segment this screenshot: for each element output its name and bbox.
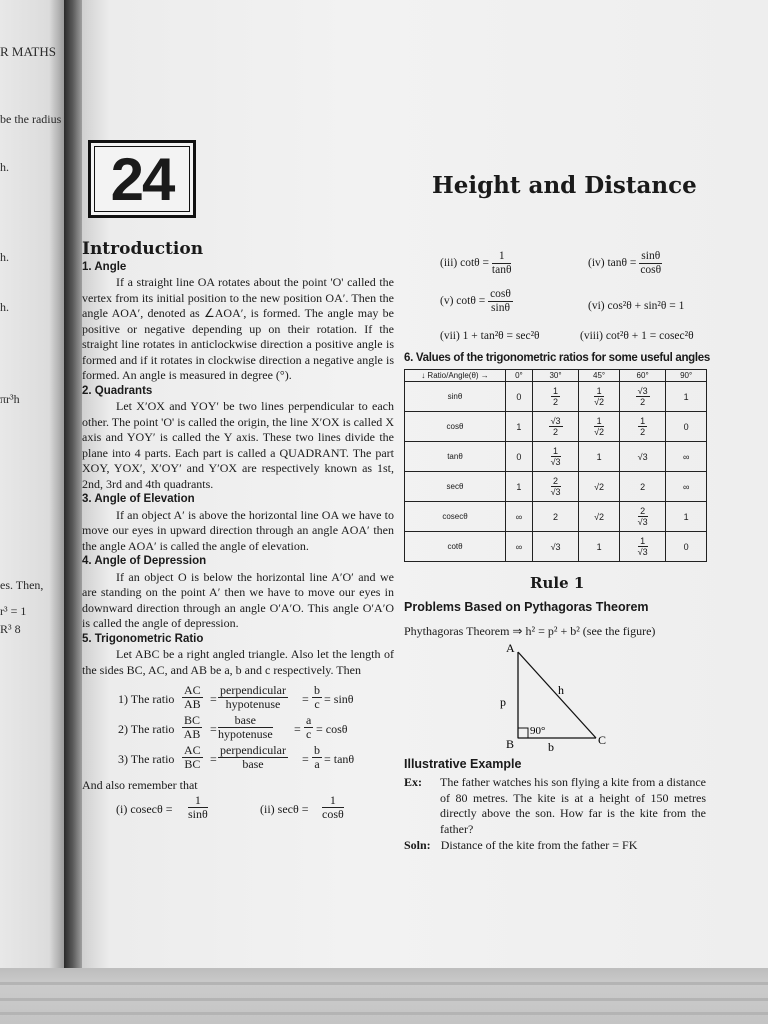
table-cell: ∞	[666, 472, 707, 502]
identity-viii: (viii) cot²θ + 1 = cosec²θ	[580, 330, 694, 342]
identity-vi: (vi) cos²θ + sin²θ = 1	[588, 300, 685, 312]
solution-text: Distance of the kite from the father = FK	[440, 838, 638, 852]
fraction-value: $\frac{2}{√3}$	[637, 506, 648, 527]
table-cell: √2	[579, 502, 620, 532]
chapter-number: 24	[94, 146, 190, 212]
left-page-fragment: h.	[0, 300, 9, 314]
illustrative-example-heading: Illustrative Example	[404, 757, 522, 771]
table-cell: ∞	[666, 442, 707, 472]
rule-subtitle: Problems Based on Pythagoras Theorem	[404, 600, 649, 614]
table-cell: √3	[619, 442, 665, 472]
fraction-value: $\frac{√3}{2}$	[637, 386, 648, 407]
table-cell: √3	[532, 532, 578, 562]
fraction-value: $\frac{1}{√3}$	[550, 446, 561, 467]
table-row	[405, 472, 707, 502]
right-angle-label: 90°	[530, 725, 546, 737]
table-row	[405, 382, 707, 412]
identity-iv: (iv) tanθ = $\frac{\sin\theta}{\cos\theta}$	[588, 250, 662, 276]
table-cell: 1	[579, 442, 620, 472]
table-cell: 1	[666, 502, 707, 532]
pythagoras-theorem: Phythagoras Theorem ⇒ h² = p² + b² (see the figure)	[404, 624, 656, 638]
table-cell: ∞	[506, 532, 533, 562]
table-row-label: tanθ	[405, 442, 506, 472]
left-page-fragment: es. Then,	[0, 578, 44, 592]
left-page-fragment: be the radius	[0, 112, 62, 126]
table-cell	[619, 532, 665, 562]
table-cell: 1	[506, 472, 533, 502]
table-header-cell: 0°	[506, 370, 533, 382]
paragraph-depression: If an object O is below the horizontal line A′O′ and we are standing on the point A′ then we have to move our eyes in downward direction through an angle O′A′O. This angle O′A′O is called the angle of depression.	[82, 569, 394, 630]
table-cell: 0	[506, 382, 533, 412]
subheading-quadrants: 2. Quadrants	[82, 384, 153, 397]
solution-line	[404, 838, 637, 853]
vertex-label-c: C	[598, 733, 607, 747]
solution-label: Soln:	[404, 838, 431, 852]
table-header-row	[405, 370, 707, 382]
chapter-title: Height and Distance	[432, 172, 697, 199]
table-cell	[619, 502, 665, 532]
introduction-section	[82, 239, 394, 826]
left-page-fragment: R³ 8	[0, 622, 21, 636]
adjacent-page	[0, 0, 70, 970]
table-cell	[532, 382, 578, 412]
table-row-label: secθ	[405, 472, 506, 502]
table-row	[405, 442, 707, 472]
ratio-tan: 3) The ratio $\frac{AC}{BC}$ = perpendicular base = $\frac{b}{a}$ = tanθ	[118, 743, 355, 771]
table-cell	[619, 382, 665, 412]
ratio-cos: 2) The ratio $\frac{BC}{AB}$ = base hypotenuse = $\frac{a}{c}$ = cosθ	[118, 713, 348, 741]
ratio-sin: 1) The ratio $\frac{AC}{AB}$ = perpendicular hypotenuse = $\frac{b}{c}$ = sinθ	[118, 683, 354, 711]
remember-line: And also remember that	[82, 778, 198, 792]
chapter-number-box	[88, 140, 196, 218]
fraction-value: $\frac{1}{√2}$	[594, 386, 605, 407]
table-cell: 0	[666, 412, 707, 442]
table-header-cell: 60°	[619, 370, 665, 382]
subheading-depression: 4. Angle of Depression	[82, 555, 207, 567]
left-page-fragment: h.	[0, 250, 9, 264]
table-cell: 0	[666, 532, 707, 562]
rule-title: Rule 1	[530, 574, 585, 592]
table-cell	[579, 382, 620, 412]
side-label-h: h	[558, 683, 564, 697]
example-text: The father watches his son flying a kite from a distance of 80 metres. The kite is at a height of 150 metres directly above the son. How far is the kite from the father?	[440, 775, 706, 836]
paragraph-quadrants: Let X′OX and YOY′ be two lines perpendicular to each other. The point 'O' is called the origin, the line X′OX is called X axis and YOY′ is called the Y axis. These two lines divide the plane into 4 parts. Each part is called a QUADRANT. The part XOY, YOX′, X′OY′ and Y′OX are respectively known as 1st, 2nd, 3rd and 4th quadrants.	[82, 399, 394, 491]
section-heading: Introduction	[82, 239, 204, 259]
table-row	[405, 532, 707, 562]
left-page-fragment: r³ = 1	[0, 604, 27, 618]
left-page-fragment: h.	[0, 160, 9, 174]
left-page-fragment: πr³h	[0, 392, 20, 406]
table-cell	[619, 412, 665, 442]
table-cell	[532, 442, 578, 472]
fraction-value: $\frac{1}{2}$	[553, 386, 559, 407]
table-row	[405, 502, 707, 532]
subheading-trig-ratio: 5. Trigonometric Ratio	[82, 632, 204, 645]
table-cell: 1	[666, 382, 707, 412]
trig-values-table	[404, 369, 707, 562]
left-page-header: R MATHS	[0, 44, 56, 59]
subheading-elevation: 3. Angle of Elevation	[82, 493, 195, 505]
table-cell: 1	[579, 532, 620, 562]
table-cell	[532, 472, 578, 502]
fraction-value: $\frac{√3}{2}$	[550, 416, 561, 437]
vertex-label-b: B	[506, 737, 515, 751]
table-row-label: cotθ	[405, 532, 506, 562]
side-label-b: b	[548, 740, 554, 752]
table-cell: 2	[532, 502, 578, 532]
identity-vii: (vii) 1 + tan²θ = sec²θ	[440, 330, 540, 342]
table-row-label: cosθ	[405, 412, 506, 442]
table-cell: ∞	[506, 502, 533, 532]
vertex-label-a: A	[506, 642, 515, 655]
right-triangle-figure	[490, 642, 610, 752]
table-header-cell: 45°	[579, 370, 620, 382]
paragraph-elevation: If an object A′ is above the horizontal line OA we have to move our eyes in upward direction through an angle AOA′ then the angle AOA′ is called the angle of elevation.	[82, 507, 394, 553]
table-cell	[532, 412, 578, 442]
table-cell: √2	[579, 472, 620, 502]
identity-iii: (iii) cotθ = $\frac{1}{\tan\theta}$	[440, 250, 512, 276]
paragraph-trig-ratio: Let ABC be a right angled triangle. Also let the length of the sides BC, AC, and AB be a, b and c respectively. Then	[82, 647, 394, 677]
table-cell	[579, 412, 620, 442]
table-row-label: cosecθ	[405, 502, 506, 532]
fraction-value: $\frac{1}{√2}$	[594, 416, 605, 437]
subheading-angle: 1. Angle	[82, 260, 127, 273]
reciprocal-identities: (i) cosecθ = $\frac{1}{\sin\theta}$ (ii) secθ = $\frac{1}{\cos\theta}$	[116, 792, 344, 821]
table-cell: 2	[619, 472, 665, 502]
fraction-value: $\frac{1}{2}$	[640, 416, 646, 437]
table-cell: 0	[506, 442, 533, 472]
scanner-bed	[0, 968, 768, 1024]
paragraph-angle: If a straight line OA rotates about the point 'O' called the vertex from its initial position to the new position OA′. Then the angle AOA′, denoted as ∠AOA′, is formed. The angle may be positive or negative depending up on their rotation. If the straight line rotates in anticlockwise direction a positive angle is formed and if it rotates in clockwise direction a negative angle is formed. An angle is measured in degree (°).	[82, 275, 394, 382]
table-row	[405, 412, 707, 442]
fraction-value: $\frac{2}{√3}$	[550, 476, 561, 497]
table-row-label: sinθ	[405, 382, 506, 412]
table-cell: 1	[506, 412, 533, 442]
identity-v: (v) cotθ = $\frac{\cos\theta}{\sin\theta}$	[440, 288, 511, 314]
table-header-cell: ↓ Ratio/Angle(θ) →	[405, 370, 506, 382]
table-header-cell: 30°	[532, 370, 578, 382]
example-label: Ex:	[404, 775, 422, 789]
table-title: 6. Values of the trigonometric ratios for some useful angles	[404, 352, 710, 364]
table-header-cell: 90°	[666, 370, 707, 382]
side-label-p: p	[500, 695, 506, 709]
fraction-value: $\frac{1}{√3}$	[637, 536, 648, 557]
